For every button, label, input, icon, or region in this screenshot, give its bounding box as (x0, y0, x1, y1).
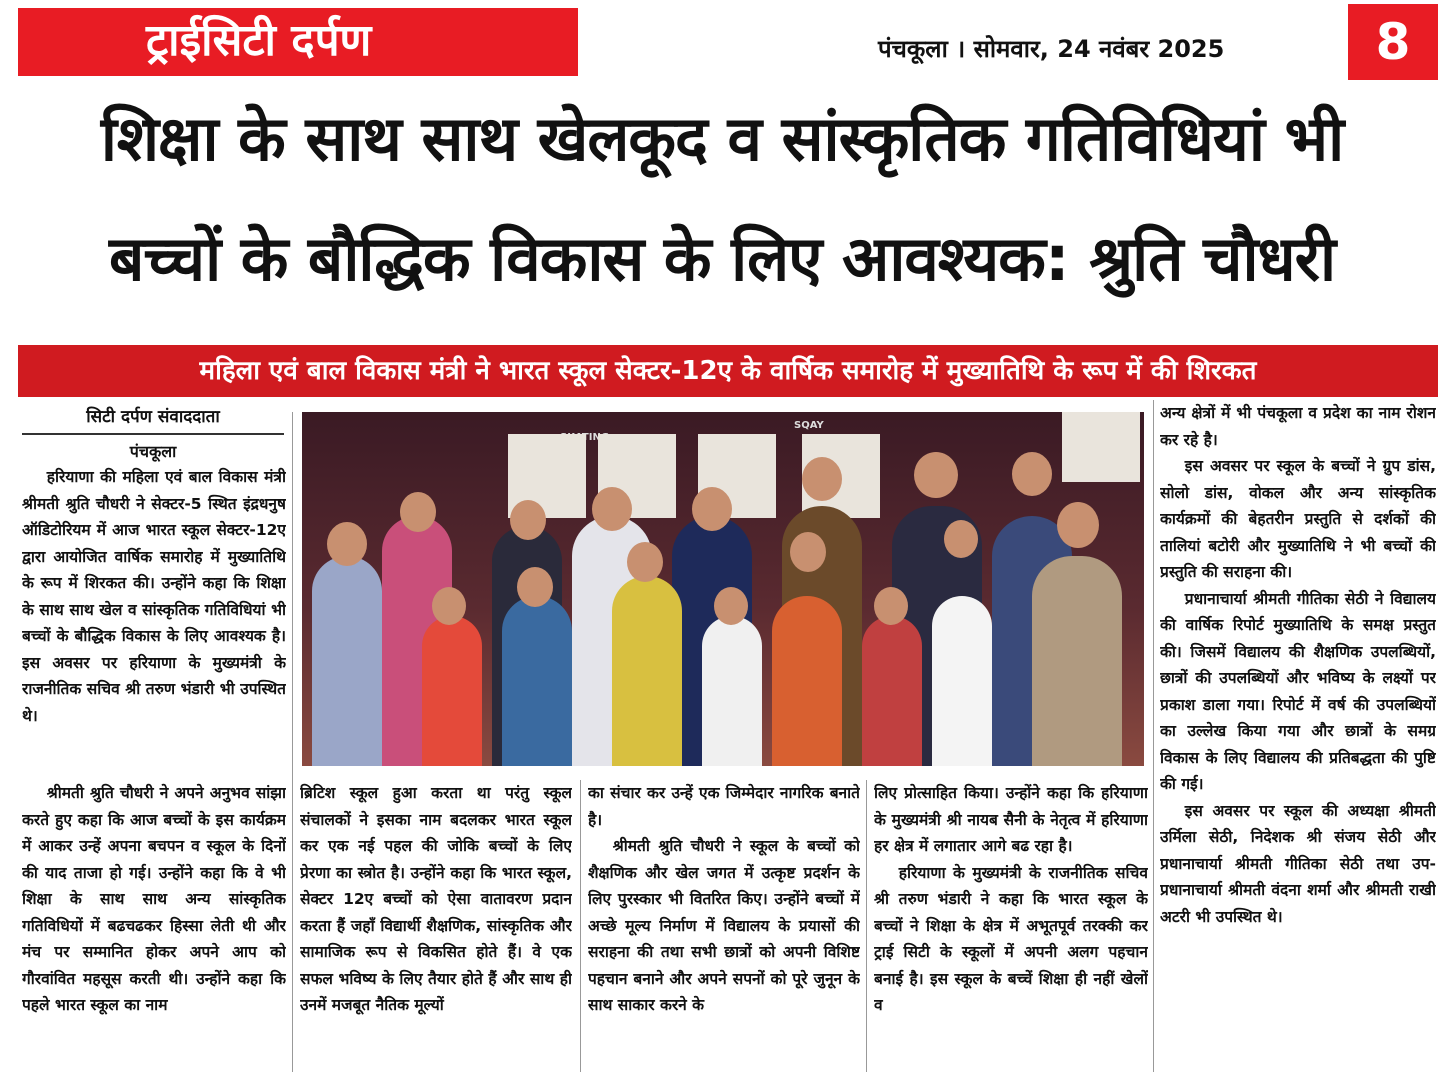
person-head (627, 542, 663, 582)
paragraph: श्रीमती श्रुति चौधरी ने स्कूल के बच्चों को शैक्षणिक और खेल जगत में उत्कृष्ट प्रदर्शन के लिए पुरस्कार भी वितरित किए। उन्होंने बच्चों में अच्छे मूल्य निर्माण में विद्यालय के प्रयासों की सराहना की तथा सभी छात्रों को अपनी विशिष्ट पहचान बनाने और अपने सपनों को पूरे जुनून के साथ साकार करने के (588, 837, 860, 1014)
paragraph: प्रधानाचार्या श्रीमती गीतिका सेठी ने विद्यालय की वार्षिक रिपोर्ट मुख्यातिथि के समक्ष प्रस्तुत की। जिसमें विद्यालय की शैक्षणिक उपलब्धियों, छात्रों की उपलब्धियों और भविष्य के लक्ष्यों पर प्रकाश डाला गया। रिपोर्ट में वर्ष की उपलब्धियों का उल्लेख किया गया और छात्रों के समग्र विकास के लिए विद्यालय की प्रतिबद्धता की पुष्टि की गई। (1160, 589, 1436, 793)
byline: सिटी दर्पण संवाददाता (22, 404, 284, 435)
person (422, 616, 482, 766)
article-column-2 (300, 780, 572, 1072)
backdrop-portrait (1062, 412, 1140, 482)
paragraph: इस अवसर पर स्कूल की अध्यक्षा श्रीमती उर्मिला सेठी, निदेशक श्री संजय सेठी और प्रधानाचार्या श्रीमती गीतिका सेठी तथा उप-प्रधानाचार्या श्रीमती वंदना शर्मा और श्रीमती राखी अटरी भी उपस्थित थे। (1160, 801, 1436, 926)
article-column-4 (874, 780, 1148, 1072)
article-column-3 (588, 780, 860, 1072)
person-head (714, 587, 748, 625)
column-rule (292, 412, 293, 1072)
photo-label-sqay: SQAY (794, 420, 824, 431)
placeline: पंचकूला (129, 442, 177, 461)
person-head (1057, 502, 1099, 548)
subheadline: महिला एवं बाल विकास मंत्री ने भारत स्कूल सेक्टर-12ए के वार्षिक समारोह में मुख्यातिथि के रूप में की शिरकत (18, 345, 1438, 397)
paragraph: लिए प्रोत्साहित किया। उन्होंने कहा कि हरियाणा के मुख्यमंत्री श्री नायब सैनी के नेतृत्व में हरियाणा हर क्षेत्र में लगातार आगे बढ रहा है। (874, 784, 1148, 855)
article-column-1b (22, 780, 286, 1072)
paragraph: अन्य क्षेत्रों में भी पंचकूला व प्रदेश का नाम रोशन कर रहे है। (1160, 404, 1436, 449)
person-head (802, 457, 842, 501)
paragraph: का संचार कर उन्हें एक जिम्मेदार नागरिक बनाते है। (588, 784, 860, 829)
page-number: 8 (1348, 4, 1438, 80)
person-head (692, 487, 732, 531)
person-head (510, 500, 546, 540)
masthead (18, 4, 1438, 80)
person (702, 616, 762, 766)
person (612, 576, 682, 766)
paragraph: ब्रिटिश स्कूल हुआ करता था परंतु स्कूल संचालकों ने इसका नाम बदलकर भारत स्कूल कर एक नई पहल की जोकि बच्चों के लिए प्रेरणा का स्त्रोत है। उन्होंने कहा कि भारत स्कूल, सेक्टर 12ए बच्चों को ऐसा वातावरण प्रदान करता हैं जहाँ विद्यार्थी शैक्षणिक, सांस्कृतिक और सामाजिक रूप से विकसित होते हैं। वे एक सफल भविष्य के लिए तैयार होते हैं और साथ ही उनमें मजबूत नैतिक मूल्यों (300, 784, 572, 1014)
person-head (790, 532, 826, 572)
person-head (327, 522, 367, 566)
person-head (517, 567, 553, 607)
person-head (1012, 452, 1052, 496)
column-rule (580, 780, 581, 1072)
person (862, 616, 922, 766)
person (1032, 556, 1122, 766)
column-rule (866, 780, 867, 1072)
newspaper-title: ट्राईसिटी दर्पण (146, 15, 372, 66)
paragraph: इस अवसर पर स्कूल के बच्चों ने ग्रुप डांस, सोलो डांस, वोकल और अन्य सांस्कृतिक कार्यक्रमों की बेहतरीन प्रस्तुति से दर्शकों की तालियां बटोरी और मुख्यातिथि ने भी बच्चों की प्रस्तुति की सराहना की। (1160, 457, 1436, 581)
person (502, 596, 572, 766)
article-column-5 (1160, 400, 1436, 1072)
person-head (914, 452, 958, 498)
person (932, 596, 992, 766)
headline-line-2: बच्चों के बौद्धिक विकास के लिए आवश्यक: श्रुति चौधरी (108, 222, 1336, 295)
person (312, 556, 382, 766)
person-head (592, 487, 632, 531)
event-photo (302, 412, 1144, 766)
dateline: पंचकूला । सोमवार, 24 नवंबर 2025 (878, 35, 1225, 63)
paragraph: हरियाणा के मुख्यमंत्री के राजनीतिक सचिव श्री तरुण भंडारी ने कहा कि भारत स्कूल के बच्चों ने शिक्षा के क्षेत्र में अभूतपूर्व तरक्की कर ट्राई सिटी के स्कूलों में अपनी अलग पहचान बनाई है। इस स्कूल के बच्चें शिक्षा ही नहीं खेलों व (874, 863, 1148, 1014)
column-rule (1153, 400, 1154, 1072)
article-column-1a (22, 464, 286, 779)
person-head (432, 587, 466, 625)
person-head (400, 492, 436, 532)
person-head (874, 587, 908, 625)
paragraph: हरियाणा की महिला एवं बाल विकास मंत्री श्रीमती श्रुति चौधरी ने सेक्टर-5 स्थित इंद्रधनुष ऑडिटोरियम में आज भारत स्कूल सेक्टर-12ए द्वारा आयोजित वार्षिक समारोह में मुख्यातिथि के रूप में शिरकत की। उन्होंने कहा कि शिक्षा के साथ साथ खेल व सांस्कृतिक गतिविधियां भी बच्चों के बौद्धिक विकास के लिए आवश्यक है। इस अवसर पर हरियाणा के मुख्यमंत्री के राजनीतिक सचिव श्री तरुण भंडारी भी उपस्थित थे। (22, 468, 286, 725)
headline-line-1: शिक्षा के साथ साथ खेलकूद व सांस्कृतिक गतिविधियां भी (100, 102, 1344, 175)
paragraph: श्रीमती श्रुति चौधरी ने अपने अनुभव सांझा करते हुए कहा कि आज बच्चों के इस कार्यक्रम में आकर उन्हें अपना बचपन व स्कूल के दिनों की याद ताजा हो गई। उन्होंने कहा कि वे भी शिक्षा के साथ साथ अन्य सांस्कृतिक गतिविधियों में बढचढकर हिस्सा लेती थी और मंच पर सम्मानित होकर अपने आप को गौरवांवित महसूस करती थी। उन्होंने कहा कि पहले भारत स्कूल का नाम (22, 784, 286, 1014)
person-head (944, 520, 978, 558)
person (772, 596, 842, 766)
